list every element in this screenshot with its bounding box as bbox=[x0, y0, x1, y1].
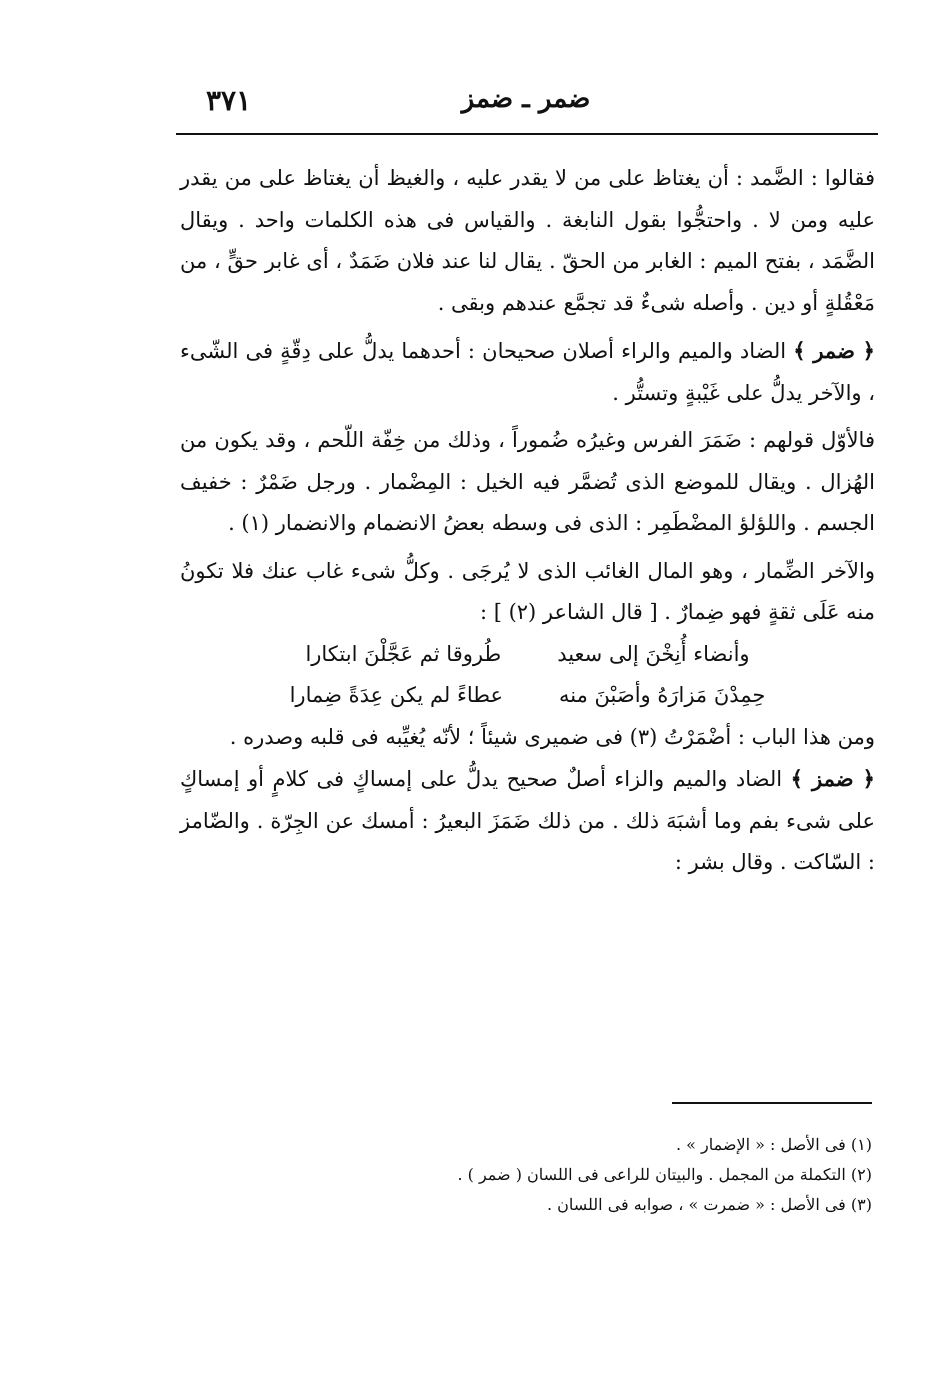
paragraph-entry-damar bbox=[180, 330, 875, 414]
header-rule bbox=[176, 133, 878, 135]
verse-2-first-hemistich: حِمِدْنَ مَزارَهُ وأصَبْنَ منه bbox=[559, 683, 766, 707]
verse-line-1 bbox=[180, 634, 875, 676]
footnote-3: (٣) فى الأصل : « ضمرت » ، صوابه فى اللسان . bbox=[546, 1195, 872, 1214]
paragraph-first-meaning: فالأوّل قولهم : ضَمَرَ الفرس وغيرُه ضُموراً ، وذلك من خِفّة اللّحم ، وقد يكون من الهُزال . ويقال للموضع الذى تُضمَّر فيه الخيل : المِضْمار . ورجل ضَمْرٌ : خفيف الجسم . واللؤلؤ المضْطَمِر : الذى فى وسطه بعضُ الانضمام والانضمار (١) . bbox=[180, 428, 875, 535]
paragraph-admartu: ومن هذا الباب : أضْمَرْتُ (٣) فى ضميرى شيئاً ؛ لأنّه يُغيِّبه فى قلبه وصدره . bbox=[229, 724, 875, 749]
entry-text-damaz: الضاد والميم والزاء أصلٌ صحيح يدلُّ على إمساكٍ فى كلامٍ أو إمساكٍ على شىء بفم وما أشبَهَ ذلك . من ذلك ضَمَزَ البعيرُ : أمسك عن الجِرّة . والضّامز : السّاكت . وقال بشر : bbox=[180, 767, 875, 874]
entry-text-damar: الضاد والميم والراء أصلان صحيحان : أحدهما يدلُّ على دِقّةٍ فى الشّىء ، والآخر يدلُّ على غَيْبةٍ وتستُّر . bbox=[180, 339, 875, 405]
page-header bbox=[176, 78, 876, 128]
entry-heading-damaz: ﴿ ضمز ﴾ bbox=[790, 766, 875, 791]
entry-heading-damar: ﴿ ضمر ﴾ bbox=[793, 338, 875, 363]
verse-1-second-hemistich: طُروقا ثم عَجَّلْنَ ابتكارا bbox=[305, 641, 502, 666]
page-number: ٣٧١ bbox=[206, 84, 252, 117]
verse-2-second-hemistich: عطاءً لم يكن عِدَةً ضِمارا bbox=[289, 683, 504, 707]
paragraph-entry-damaz bbox=[180, 758, 875, 884]
footnotes bbox=[360, 1130, 872, 1220]
paragraph-second-meaning: والآخر الضِّمار ، وهو المال الغائب الذى لا يُرجَى . وكلُّ شىء غاب عنك فلا تكونُ منه عَلَى ثقةٍ فهو ضِمارٌ . [ قال الشاعر (٢) ] : bbox=[180, 558, 875, 624]
paragraph-damad: فقالوا : الضَّمد : أن يغتاظ على من لا يقدر عليه ، والغيظ أن يغتاظ على من يقدر عليه ومن لا . واحتجُّوا بقول النابغة . والقياس فى هذه الكلمات واحد . ويقال الضَّمَد ، بفتح الميم : الغابر من الحقّ . يقال لنا عند فلان ضَمَدٌ ، أى غابر حقٍّ ، من مَعْقُلةٍ أو دين . وأصله شىءٌ قد تجمَّع عندهم وبقى . bbox=[180, 166, 875, 315]
footnote-rule bbox=[672, 1102, 872, 1104]
verse-line-2 bbox=[180, 675, 875, 717]
footnote-2: (٢) التكملة من المجمل . والبيتان للراعى فى اللسان ( ضمر ) . bbox=[457, 1165, 872, 1184]
footnote-1: (١) فى الأصل : « الإضمار » . bbox=[675, 1135, 872, 1154]
verse-1-first-hemistich: وأنضاء أُنِخْنَ إلى سعيد bbox=[557, 641, 750, 666]
running-head: ضمر ـ ضمز bbox=[461, 84, 591, 114]
main-text bbox=[180, 158, 875, 884]
